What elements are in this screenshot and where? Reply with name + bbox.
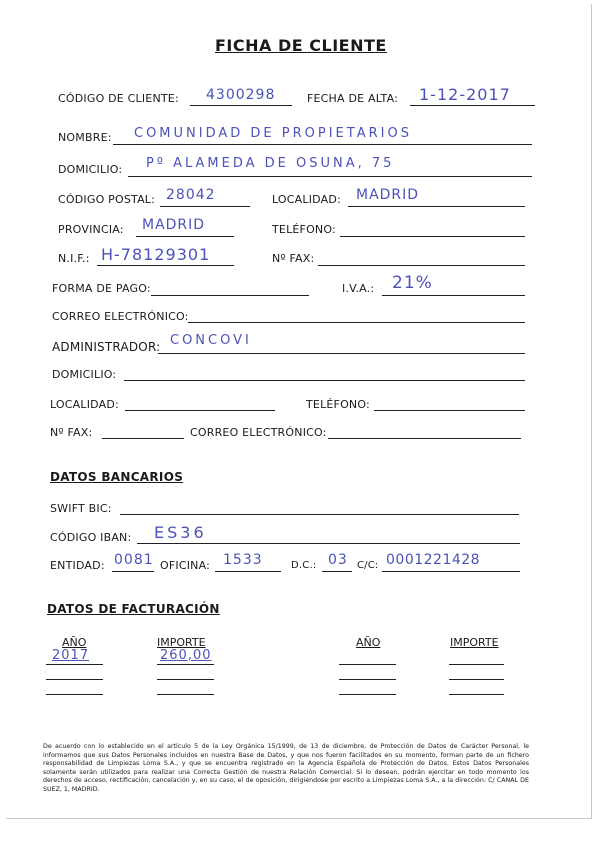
localidad-line[interactable] <box>348 206 525 207</box>
col-year-right: AÑO <box>356 636 381 649</box>
cc-line[interactable] <box>382 571 520 572</box>
fax-label: Nº FAX: <box>272 252 315 265</box>
localidad-label: LOCALIDAD: <box>272 193 341 206</box>
fecha-alta-line[interactable] <box>410 105 535 106</box>
administrador-line[interactable] <box>158 353 525 354</box>
codigo-postal-value: 28042 <box>166 187 216 203</box>
admin-fax-line[interactable] <box>102 438 184 439</box>
swift-line[interactable] <box>120 514 519 515</box>
codigo-postal-label: CÓDIGO POSTAL: <box>58 193 156 206</box>
admin-fax-label: Nº FAX: <box>50 426 93 439</box>
billing-year-line[interactable] <box>339 679 396 680</box>
col-amount-left: IMPORTE <box>157 636 206 649</box>
domicilio-line[interactable] <box>128 176 532 177</box>
forma-pago-label: FORMA DE PAGO: <box>52 282 151 295</box>
correo-line[interactable] <box>188 322 525 323</box>
iban-label: CÓDIGO IBAN: <box>50 531 132 544</box>
nombre-line[interactable] <box>113 144 532 145</box>
admin-correo-label: CORREO ELECTRÓNICO: <box>190 426 327 439</box>
nif-value: H-78129301 <box>101 245 211 264</box>
iva-value: 21% <box>392 273 433 293</box>
billing-amount-line[interactable] <box>157 694 214 695</box>
correo-label: CORREO ELECTRÓNICO: <box>52 310 189 323</box>
billing-amount-line[interactable] <box>449 679 504 680</box>
dc-label: D.C.: <box>291 560 317 571</box>
codigo-postal-line[interactable] <box>160 206 250 207</box>
billing-amount-line[interactable] <box>449 664 504 665</box>
localidad-value: MADRID <box>356 187 420 203</box>
admin-correo-line[interactable] <box>328 438 521 439</box>
billing-amount-line[interactable] <box>449 694 504 695</box>
fax-line[interactable] <box>318 265 525 266</box>
dc-line[interactable] <box>322 571 352 572</box>
swift-label: SWIFT BIC: <box>50 502 112 515</box>
entidad-label: ENTIDAD: <box>50 559 105 572</box>
billing-row1-amount: 260,00 <box>160 648 212 663</box>
domicilio-value: Pº ALAMEDA DE OSUNA, 75 <box>146 156 395 171</box>
dc-value: 03 <box>328 552 348 568</box>
codigo-cliente-label: CÓDIGO DE CLIENTE: <box>58 92 179 105</box>
fecha-alta-label: FECHA DE ALTA: <box>307 92 399 105</box>
admin-telefono-line[interactable] <box>374 410 525 411</box>
admin-telefono-label: TELÉFONO: <box>306 398 370 411</box>
provincia-line[interactable] <box>136 236 234 237</box>
billing-year-line[interactable] <box>46 694 103 695</box>
codigo-cliente-value: 4300298 <box>206 87 276 103</box>
nombre-value: COMUNIDAD DE PROPIETARIOS <box>134 126 412 141</box>
billing-year-line[interactable] <box>339 694 396 695</box>
forma-pago-line[interactable] <box>151 295 309 296</box>
oficina-value: 1533 <box>223 552 263 568</box>
col-year-left: AÑO <box>62 636 87 649</box>
administrador-value: CONCOVI <box>170 333 252 348</box>
admin-domicilio-line[interactable] <box>124 380 525 381</box>
entidad-value: 0081 <box>114 552 154 568</box>
col-amount-right: IMPORTE <box>450 636 499 649</box>
iban-value: ES36 <box>154 523 207 542</box>
fecha-alta-value: 1-12-2017 <box>419 85 511 104</box>
billing-year-line[interactable] <box>46 664 103 665</box>
provincia-value: MADRID <box>142 217 206 233</box>
admin-localidad-line[interactable] <box>125 410 275 411</box>
domicilio-label: DOMICILIO: <box>58 163 123 176</box>
billing-year-line[interactable] <box>339 664 396 665</box>
admin-localidad-label: LOCALIDAD: <box>50 398 119 411</box>
billing-row1-year: 2017 <box>52 648 90 663</box>
iva-label: I.V.A.: <box>342 282 375 295</box>
entidad-line[interactable] <box>112 571 154 572</box>
billing-year-line[interactable] <box>46 679 103 680</box>
cc-value: 0001221428 <box>386 552 481 568</box>
oficina-label: OFICINA: <box>160 559 211 572</box>
datos-facturacion-heading: DATOS DE FACTURACIÓN <box>47 602 220 616</box>
oficina-line[interactable] <box>215 571 281 572</box>
billing-amount-line[interactable] <box>157 679 214 680</box>
page-title: FICHA DE CLIENTE <box>215 36 387 55</box>
iban-line[interactable] <box>137 543 520 544</box>
nif-label: N.I.F.: <box>58 252 90 265</box>
datos-bancarios-heading: DATOS BANCARIOS <box>50 470 184 484</box>
admin-domicilio-label: DOMICILIO: <box>52 368 117 381</box>
provincia-label: PROVINCIA: <box>58 223 124 236</box>
administrador-label: ADMINISTRADOR: <box>52 340 161 354</box>
cc-label: C/C: <box>357 560 379 571</box>
telefono-label: TELÉFONO: <box>272 223 336 236</box>
telefono-line[interactable] <box>340 236 525 237</box>
codigo-cliente-line[interactable] <box>190 105 292 106</box>
billing-amount-line[interactable] <box>157 664 214 665</box>
nombre-label: NOMBRE: <box>58 131 112 144</box>
nif-line[interactable] <box>97 265 234 266</box>
legal-notice: De acuerdo con lo establecido en el artículo 5 de la Ley Orgánica 15/1999, de 13 de diciembre, de Protección de Datos de Carácter Personal, le informamos que sus Datos Personales incluidos en nuestra Base de Datos, y que nos fueron facilitados en su momento, forman parte de un fichero responsabilidad de Limpiezas Loma S.A., y que se encuentra registrado en la Agencia Española de Protección de Datos. Estos Datos Personales solamente serán utilizados para realizar una Correcta Gestión de nuestra Relación Comercial. Si lo desean, podrán ejercitar en todo momento los derechos de acceso, rectificación, cancelación y, en su caso, el de oposición, dirigiéndose por escrito a Limpiezas Loma S.A., a la dirección: C/ CANAL DE SUEZ, 1, MADRID. <box>43 743 529 793</box>
iva-line[interactable] <box>382 295 525 296</box>
